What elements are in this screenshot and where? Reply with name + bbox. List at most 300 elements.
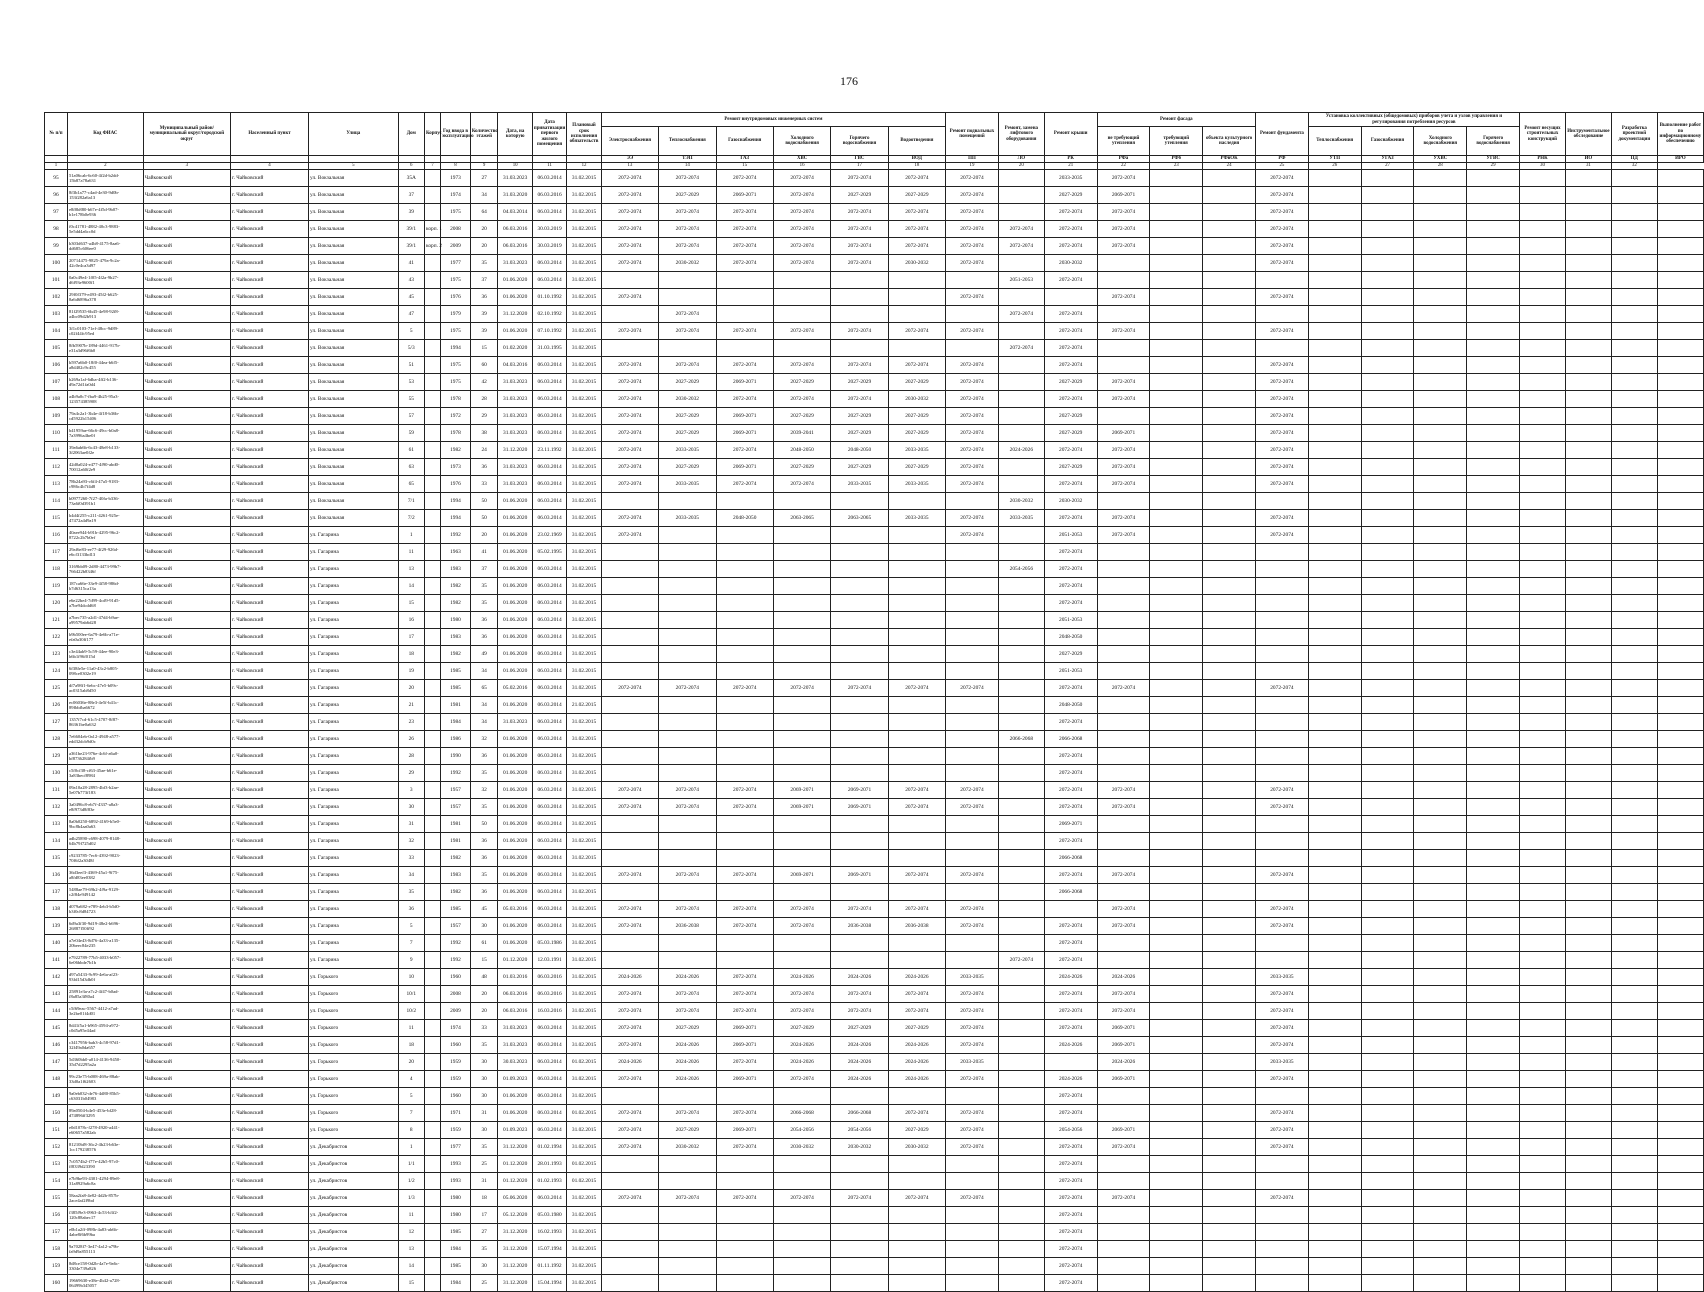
- repair-term-vod: [888, 697, 945, 714]
- planned-term-cell: 31.02.2015: [567, 493, 601, 510]
- repair-term-lo: [998, 527, 1044, 544]
- repair-term-gvs: [831, 595, 888, 612]
- table-row: [45, 986, 1704, 1003]
- repair-term-gaz: [716, 714, 773, 731]
- repair-term-rf: [1256, 629, 1309, 646]
- date-status-cell: 01.06.2020: [498, 510, 532, 527]
- planned-term-cell: 31.02.2015: [567, 1003, 601, 1020]
- table-row: [45, 1173, 1704, 1190]
- repair-term-pd: [1611, 850, 1657, 867]
- repair-term-tep: 2072-2074: [659, 680, 716, 697]
- settlement-cell: г. Чайковский: [230, 187, 308, 204]
- repair-term-ugaz: [1361, 969, 1414, 986]
- repair-term-gaz: 2069-2071: [716, 1122, 773, 1139]
- house-cell: 1/3: [398, 1190, 424, 1207]
- repair-term-ugvs: [1467, 561, 1520, 578]
- repair-term-ee: 2072-2074: [601, 323, 658, 340]
- repair-term-ugaz: [1361, 1173, 1414, 1190]
- repair-term-gvs: 2072-2074: [831, 391, 888, 408]
- fias-code: 79a4c2a1-3b4e-4f18-b36b-cd5922b15406: [67, 408, 143, 425]
- municipality-cell: Чайковский: [143, 884, 230, 901]
- repair-term-pd: [1611, 1241, 1657, 1258]
- repair-term-rfb: [1150, 323, 1203, 340]
- header-hot-water: Горячего водоснабжения: [831, 127, 888, 156]
- repair-term-pd: [1611, 510, 1657, 527]
- repair-term-gvs: 2024-2026: [831, 1054, 888, 1071]
- repair-term-rk: 2051-2053: [1044, 612, 1097, 629]
- code-cell: РНК: [1520, 156, 1566, 163]
- repair-term-rf: 2072-2074: [1256, 255, 1309, 272]
- repair-term-rfv: [1203, 765, 1256, 782]
- date-status-cell: 01.03.2016: [498, 969, 532, 986]
- column-number: 18: [888, 163, 945, 170]
- repair-term-uhvs: [1414, 816, 1467, 833]
- repair-term-pd: [1611, 1088, 1657, 1105]
- repair-term-uteo: [1308, 884, 1361, 901]
- repair-term-uteo: [1308, 969, 1361, 986]
- table-row: [45, 867, 1704, 884]
- floors-cell: 34: [470, 663, 498, 680]
- street-cell: ул. Гагарина: [309, 918, 399, 935]
- repair-term-rfb: [1150, 714, 1203, 731]
- repair-term-rnk: [1520, 578, 1566, 595]
- fias-code: b4d4f255-c211-4261-925e-47472a4d9a19: [67, 510, 143, 527]
- repair-term-lo: [998, 1037, 1044, 1054]
- repair-term-ugvs: [1467, 1190, 1520, 1207]
- repair-term-rfv: [1203, 1224, 1256, 1241]
- repair-term-lo: [998, 289, 1044, 306]
- repair-term-ugvs: [1467, 204, 1520, 221]
- repair-term-rk: 2072-2074: [1044, 1207, 1097, 1224]
- floors-cell: 35: [470, 867, 498, 884]
- date-status-cell: 04.03.2014: [498, 204, 532, 221]
- settlement-cell: г. Чайковский: [230, 680, 308, 697]
- repair-term-rnk: [1520, 476, 1566, 493]
- repair-term-ee: [601, 731, 658, 748]
- repair-term-io: [1565, 765, 1611, 782]
- column-number: 2: [67, 163, 143, 170]
- repair-term-pd: [1611, 629, 1657, 646]
- repair-term-rfa: 2072-2074: [1097, 323, 1150, 340]
- repair-term-rfa: 2069-2071: [1097, 1020, 1150, 1037]
- date-privatization-cell: 06.03.2014: [532, 1071, 566, 1088]
- planned-term-cell: 31.02.2015: [567, 612, 601, 629]
- year-built-cell: 1992: [441, 765, 471, 782]
- repair-term-rfv: [1203, 1275, 1256, 1292]
- repair-term-pp: 2072-2074: [946, 425, 999, 442]
- repair-term-pp: [946, 1173, 999, 1190]
- repair-term-uteo: [1308, 357, 1361, 374]
- korpus-cell: [424, 952, 440, 969]
- date-status-cell: 31.12.2020: [498, 1258, 532, 1275]
- repair-term-pp: 2072-2074: [946, 323, 999, 340]
- repair-term-hvs: 2024-2026: [773, 1037, 830, 1054]
- repair-term-ee: [601, 646, 658, 663]
- repair-term-ee: 2072-2074: [601, 782, 658, 799]
- repair-term-uteo: [1308, 833, 1361, 850]
- date-privatization-cell: 06.03.2014: [532, 1020, 566, 1037]
- floors-cell: 28: [470, 391, 498, 408]
- repair-term-pp: 2072-2074: [946, 476, 999, 493]
- repair-term-uteo: [1308, 646, 1361, 663]
- repair-term-iro: [1657, 986, 1703, 1003]
- repair-term-rfv: [1203, 816, 1256, 833]
- municipality-cell: Чайковский: [143, 1139, 230, 1156]
- floors-cell: 30: [470, 1088, 498, 1105]
- repair-term-gvs: 2072-2074: [831, 170, 888, 187]
- repair-term-lo: [998, 1105, 1044, 1122]
- repair-term-gaz: [716, 612, 773, 629]
- table-row: [45, 306, 1704, 323]
- settlement-cell: г. Чайковский: [230, 612, 308, 629]
- repair-term-uhvs: [1414, 799, 1467, 816]
- repair-term-gaz: [716, 884, 773, 901]
- fias-code: 9a0eb032-de76-4d80-85b5-c63031b04983: [67, 1088, 143, 1105]
- row-number: 140: [45, 935, 68, 952]
- floors-cell: 36: [470, 289, 498, 306]
- fias-code: 40aee944-b91b-4295-96c2-8722c2b7b0ef: [67, 527, 143, 544]
- settlement-cell: г. Чайковский: [230, 986, 308, 1003]
- repair-term-rf: 2072-2074: [1256, 1139, 1309, 1156]
- house-cell: 13: [398, 561, 424, 578]
- repair-term-rnk: [1520, 442, 1566, 459]
- planned-term-cell: 31.02.2015: [567, 629, 601, 646]
- repair-term-rfb: [1150, 493, 1203, 510]
- repair-term-uhvs: [1414, 306, 1467, 323]
- repair-term-rfa: [1097, 952, 1150, 969]
- table-row: [45, 765, 1704, 782]
- korpus-cell: [424, 884, 440, 901]
- date-status-cell: 01.12.2020: [498, 1156, 532, 1173]
- repair-term-iro: [1657, 408, 1703, 425]
- column-number: 27: [1361, 163, 1414, 170]
- date-privatization-cell: 06.03.2014: [532, 357, 566, 374]
- korpus-cell: [424, 1139, 440, 1156]
- street-cell: ул. Гагарина: [309, 816, 399, 833]
- repair-term-rfv: [1203, 1003, 1256, 1020]
- repair-term-pp: 2072-2074: [946, 1122, 999, 1139]
- fias-code: 25891e3a-a7c2-4f47-b0ad-f8a85a3f80a4: [67, 986, 143, 1003]
- repair-term-lo: [998, 204, 1044, 221]
- repair-term-ugvs: [1467, 1258, 1520, 1275]
- repair-term-pp: 2033-2035: [946, 969, 999, 986]
- repair-term-iro: [1657, 493, 1703, 510]
- settlement-cell: г. Чайковский: [230, 408, 308, 425]
- korpus-cell: [424, 272, 440, 289]
- repair-term-ugvs: [1467, 544, 1520, 561]
- table-row: [45, 289, 1704, 306]
- year-built-cell: 1975: [441, 357, 471, 374]
- fias-code: b41959ae-66c6-49cc-b0a8-7a3996a4be0f: [67, 425, 143, 442]
- repair-term-io: [1565, 697, 1611, 714]
- repair-term-gvs: 2033-2035: [831, 476, 888, 493]
- street-cell: ул. Горького: [309, 1037, 399, 1054]
- fias-code: 3f1c0103-71ef-48cc-9d89-c02f44fc95ed: [67, 323, 143, 340]
- row-number: 131: [45, 782, 68, 799]
- repair-term-vod: [888, 1088, 945, 1105]
- year-built-cell: 1985: [441, 680, 471, 697]
- repair-term-hvs: [773, 578, 830, 595]
- street-cell: ул. Гагарина: [309, 833, 399, 850]
- code-cell: ВОД: [888, 156, 945, 163]
- repair-term-rnk: [1520, 1258, 1566, 1275]
- repair-term-pp: 2033-2035: [946, 1054, 999, 1071]
- settlement-cell: г. Чайковский: [230, 1224, 308, 1241]
- header-repair-engineering: Ремонт внутридомовых инженерных систем: [601, 113, 945, 127]
- repair-term-vod: 2072-2074: [888, 1003, 945, 1020]
- repair-term-rk: [1044, 289, 1097, 306]
- repair-term-hvs: [773, 833, 830, 850]
- repair-term-rfb: [1150, 663, 1203, 680]
- repair-term-ugaz: [1361, 1020, 1414, 1037]
- repair-term-ugaz: [1361, 561, 1414, 578]
- header-municipality: Муниципальный район/муниципальный округ/городской округ: [143, 113, 230, 156]
- repair-term-uteo: [1308, 493, 1361, 510]
- planned-term-cell: 31.02.2015: [567, 1071, 601, 1088]
- fias-code: a4b9a0c7-fba9-4b25-95a3-123574385908: [67, 391, 143, 408]
- fias-code: b0977260-7f27-40fa-b336-73a6f0d391b1: [67, 493, 143, 510]
- repair-term-rfb: [1150, 1105, 1203, 1122]
- date-privatization-cell: 01.11.1992: [532, 1258, 566, 1275]
- table-row: [45, 527, 1704, 544]
- column-number: 6: [398, 163, 424, 170]
- korpus-cell: [424, 1258, 440, 1275]
- repair-term-rf: [1256, 714, 1309, 731]
- korpus-cell: [424, 306, 440, 323]
- repair-term-hvs: 2072-2074: [773, 187, 830, 204]
- date-privatization-cell: 07.10.1992: [532, 323, 566, 340]
- repair-term-rf: [1256, 1207, 1309, 1224]
- repair-term-ee: [601, 595, 658, 612]
- repair-term-io: [1565, 561, 1611, 578]
- row-number: 96: [45, 187, 68, 204]
- repair-term-rfb: [1150, 918, 1203, 935]
- date-privatization-cell: 12.03.1991: [532, 952, 566, 969]
- repair-term-rf: 2072-2074: [1256, 901, 1309, 918]
- repair-term-rfb: [1150, 306, 1203, 323]
- repair-term-pp: 2072-2074: [946, 374, 999, 391]
- repair-term-io: [1565, 374, 1611, 391]
- floors-cell: 50: [470, 816, 498, 833]
- column-number: 23: [1150, 163, 1203, 170]
- repair-term-rfa: 2072-2074: [1097, 799, 1150, 816]
- municipality-cell: Чайковский: [143, 1258, 230, 1275]
- repair-term-rfv: [1203, 323, 1256, 340]
- municipality-cell: Чайковский: [143, 850, 230, 867]
- repair-term-rk: 2072-2074: [1044, 238, 1097, 255]
- repair-term-ugvs: [1467, 629, 1520, 646]
- repair-term-iro: [1657, 629, 1703, 646]
- date-privatization-cell: 06.03.2014: [532, 493, 566, 510]
- repair-term-ugvs: [1467, 1054, 1520, 1071]
- repair-term-pp: [946, 816, 999, 833]
- repair-term-uhvs: [1414, 357, 1467, 374]
- repair-term-ugaz: [1361, 1224, 1414, 1241]
- street-cell: ул. Вокзальная: [309, 187, 399, 204]
- repair-term-hvs: 2072-2074: [773, 170, 830, 187]
- floors-cell: 24: [470, 442, 498, 459]
- year-built-cell: 1959: [441, 1122, 471, 1139]
- date-status-cell: 31.12.2020: [498, 1224, 532, 1241]
- floors-cell: 65: [470, 680, 498, 697]
- repair-term-gaz: [716, 1173, 773, 1190]
- repair-term-ugvs: [1467, 238, 1520, 255]
- repair-term-gvs: 2030-2032: [831, 1139, 888, 1156]
- repair-term-gaz: 2069-2071: [716, 1071, 773, 1088]
- repair-term-ugvs: [1467, 1224, 1520, 1241]
- repair-term-tep: [659, 816, 716, 833]
- repair-term-tep: [659, 272, 716, 289]
- repair-term-ugvs: [1467, 765, 1520, 782]
- repair-term-tep: 2072-2074: [659, 238, 716, 255]
- repair-term-gaz: 2069-2071: [716, 408, 773, 425]
- repair-term-ee: [601, 748, 658, 765]
- repair-term-rk: 2027-2029: [1044, 408, 1097, 425]
- repair-term-tep: 2072-2074: [659, 867, 716, 884]
- repair-term-rf: [1256, 731, 1309, 748]
- street-cell: ул. Вокзальная: [309, 408, 399, 425]
- repair-term-ee: 2072-2074: [601, 408, 658, 425]
- repair-term-rf: [1256, 697, 1309, 714]
- repair-term-uhvs: [1414, 374, 1467, 391]
- repair-term-rk: 2072-2074: [1044, 935, 1097, 952]
- repair-term-uhvs: [1414, 561, 1467, 578]
- repair-term-tep: 2030-2032: [659, 391, 716, 408]
- date-status-cell: 01.06.2020: [498, 1105, 532, 1122]
- korpus-cell: [424, 289, 440, 306]
- floors-cell: 17: [470, 1207, 498, 1224]
- repair-term-uhvs: [1414, 1071, 1467, 1088]
- repair-term-rk: 2072-2074: [1044, 833, 1097, 850]
- floors-cell: 37: [470, 272, 498, 289]
- row-number: 124: [45, 663, 68, 680]
- planned-term-cell: 31.02.2015: [567, 187, 601, 204]
- header-year-built: Год ввода в эксплуатацию: [441, 113, 471, 156]
- repair-term-iro: [1657, 544, 1703, 561]
- repair-term-ugvs: [1467, 272, 1520, 289]
- repair-term-tep: [659, 1207, 716, 1224]
- table-row: [45, 1122, 1704, 1139]
- row-number: 116: [45, 527, 68, 544]
- repair-term-rk: 2024-2026: [1044, 969, 1097, 986]
- repair-term-lo: [998, 697, 1044, 714]
- street-cell: ул. Гагарина: [309, 595, 399, 612]
- house-cell: 17: [398, 629, 424, 646]
- repair-term-lo: [998, 408, 1044, 425]
- repair-term-pp: [946, 697, 999, 714]
- repair-term-gvs: [831, 748, 888, 765]
- repair-term-iro: [1657, 1275, 1703, 1292]
- settlement-cell: г. Чайковский: [230, 255, 308, 272]
- repair-term-rfb: [1150, 374, 1203, 391]
- repair-term-ugvs: [1467, 680, 1520, 697]
- repair-term-uteo: [1308, 340, 1361, 357]
- planned-term-cell: 31.02.2015: [567, 425, 601, 442]
- repair-term-rfa: 2072-2074: [1097, 918, 1150, 935]
- year-built-cell: 1974: [441, 1020, 471, 1037]
- repair-term-rfa: 2072-2074: [1097, 1003, 1150, 1020]
- repair-term-ugvs: [1467, 1003, 1520, 1020]
- repair-term-gaz: 2069-2071: [716, 1020, 773, 1037]
- street-cell: ул. Вокзальная: [309, 510, 399, 527]
- row-number: 106: [45, 357, 68, 374]
- planned-term-cell: 01.02.2015: [567, 1054, 601, 1071]
- fias-code: 3a0496c8-eb7f-4337-a8a3-e8f973d8f83e: [67, 799, 143, 816]
- repair-term-rfv: [1203, 918, 1256, 935]
- house-cell: 63: [398, 459, 424, 476]
- settlement-cell: г. Чайковский: [230, 578, 308, 595]
- floors-cell: 35: [470, 799, 498, 816]
- repair-term-pp: [946, 272, 999, 289]
- repair-term-rfv: [1203, 714, 1256, 731]
- municipality-cell: Чайковский: [143, 170, 230, 187]
- repair-term-rk: 2072-2074: [1044, 1173, 1097, 1190]
- settlement-cell: г. Чайковский: [230, 493, 308, 510]
- repair-term-rnk: [1520, 374, 1566, 391]
- table-row: [45, 952, 1704, 969]
- repair-term-rfv: [1203, 357, 1256, 374]
- repair-term-rfa: 2072-2074: [1097, 459, 1150, 476]
- fias-code: b597a6b0-18f0-44ea-b6f5-a8d402c9c455: [67, 357, 143, 374]
- fias-code: 58aa2fa8-4e82-4d2b-857b-2ace4af2f9bd: [67, 1190, 143, 1207]
- repair-term-ugvs: [1467, 714, 1520, 731]
- repair-term-uteo: [1308, 187, 1361, 204]
- row-number: 108: [45, 391, 68, 408]
- repair-term-rf: 2033-2035: [1256, 969, 1309, 986]
- fias-code: b9b500ee-6a79-4e6b-a71e-efa0a30ff177: [67, 629, 143, 646]
- settlement-cell: г. Чайковский: [230, 663, 308, 680]
- repair-term-vod: [888, 493, 945, 510]
- repair-term-rfa: 2069-2071: [1097, 1122, 1150, 1139]
- date-privatization-cell: 06.03.2014: [532, 697, 566, 714]
- repair-term-pd: [1611, 867, 1657, 884]
- repair-term-iro: [1657, 1156, 1703, 1173]
- house-cell: 45: [398, 289, 424, 306]
- date-privatization-cell: 06.03.2014: [532, 1054, 566, 1071]
- year-built-cell: 1973: [441, 459, 471, 476]
- repair-term-io: [1565, 306, 1611, 323]
- planned-term-cell: 31.02.2015: [567, 952, 601, 969]
- repair-term-rnk: [1520, 425, 1566, 442]
- repair-term-pp: 2072-2074: [946, 1003, 999, 1020]
- street-cell: ул. Горького: [309, 1071, 399, 1088]
- municipality-cell: Чайковский: [143, 1122, 230, 1139]
- repair-term-rk: 2054-2056: [1044, 1122, 1097, 1139]
- municipality-cell: Чайковский: [143, 765, 230, 782]
- repair-term-hvs: 2072-2074: [773, 901, 830, 918]
- repair-term-rfa: 2072-2074: [1097, 391, 1150, 408]
- repair-term-gvs: 2072-2074: [831, 901, 888, 918]
- repair-term-ugvs: [1467, 901, 1520, 918]
- floors-cell: 36: [470, 612, 498, 629]
- repair-term-uhvs: [1414, 1224, 1467, 1241]
- repair-term-gaz: [716, 561, 773, 578]
- repair-term-io: [1565, 578, 1611, 595]
- fias-code: 36d3eef3-4369-45a1-9f75-a8fd83ee0382: [67, 867, 143, 884]
- table-row: [45, 1156, 1704, 1173]
- repair-term-rnk: [1520, 527, 1566, 544]
- repair-term-uteo: [1308, 272, 1361, 289]
- repair-term-iro: [1657, 1190, 1703, 1207]
- municipality-cell: Чайковский: [143, 306, 230, 323]
- fias-code: 7e6604eb-0a12-4948-a577-edd32dcb9d0c: [67, 731, 143, 748]
- repair-term-rfa: [1097, 561, 1150, 578]
- korpus-cell: [424, 1020, 440, 1037]
- repair-term-rf: 2072-2074: [1256, 1071, 1309, 1088]
- korpus-cell: [424, 646, 440, 663]
- repair-term-pd: [1611, 255, 1657, 272]
- repair-term-ugvs: [1467, 1139, 1520, 1156]
